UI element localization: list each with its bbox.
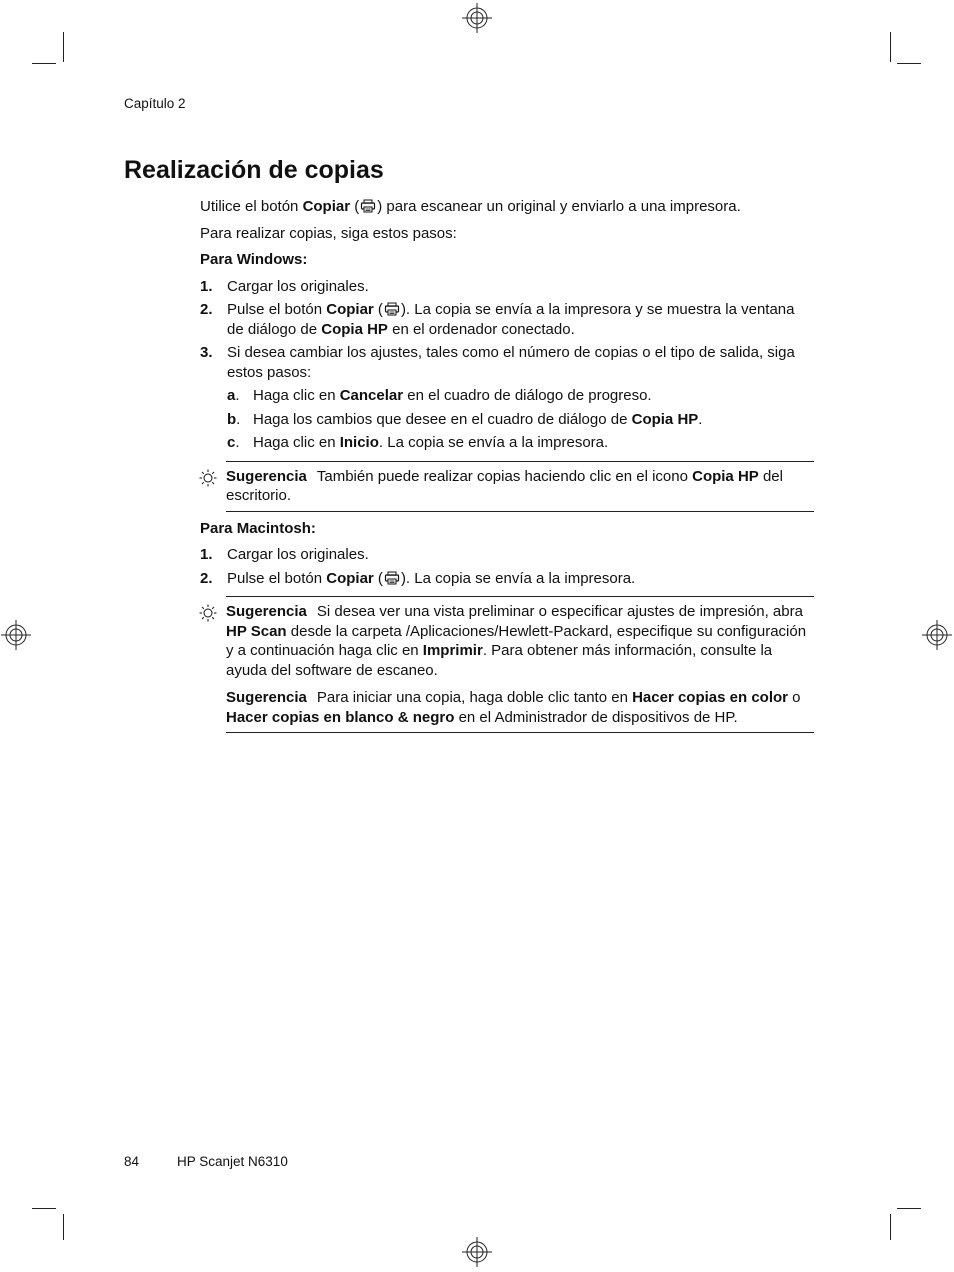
mac-tip-1: Sugerencia Si desea ver una vista preliminar o especificar ajustes de impresión, abra HP Scan desde la carpeta /Aplicaciones/Hewlett-Packard, especifique su configuración y a continuación haga clic en Imprimir. Para obtener más información, consulte la ayuda del software de escaneo. xyxy=(226,603,807,679)
windows-step-3: 3. Si desea cambiar los ajustes, tales como el número de copias o el tipo de salida, siga estos pasos: xyxy=(200,344,795,381)
copy-printer-icon xyxy=(360,199,376,213)
mac-step-2: 2. Pulse el botón Copiar ( ). La copia se envía a la impresora. xyxy=(200,569,636,587)
lightbulb-tip-icon xyxy=(199,604,217,622)
mac-step-1: 1. Cargar los originales. xyxy=(200,546,369,563)
chapter-header: Capítulo 2 xyxy=(124,96,186,111)
product-name: HP Scanjet N6310 xyxy=(177,1154,288,1169)
crop-mark xyxy=(890,1214,891,1240)
crop-mark xyxy=(63,32,64,62)
windows-substep-c: c. Haga clic en Inicio. La copia se envía a la impresora. xyxy=(227,434,609,451)
lightbulb-tip-icon xyxy=(199,469,217,487)
crop-mark xyxy=(63,1214,64,1240)
crop-mark xyxy=(890,32,891,62)
registration-mark-icon xyxy=(462,3,492,33)
crop-mark xyxy=(32,1208,56,1209)
windows-substep-b: b. Haga los cambios que desee en el cuadro de diálogo de Copia HP. xyxy=(227,410,703,428)
crop-mark xyxy=(897,63,921,64)
registration-mark-icon xyxy=(1,620,31,650)
copiar-button-label: Copiar xyxy=(302,198,351,215)
copy-printer-icon xyxy=(384,571,400,585)
windows-step-1: 1. Cargar los originales. xyxy=(200,277,369,295)
intro-paragraph: Utilice el botón Copiar ( ) para escanear un original y enviarlo a una impresora. xyxy=(200,198,741,215)
windows-substep-a: a. Haga clic en Cancelar en el cuadro de diálogo de progreso. xyxy=(227,387,652,404)
page-title: Realización de copias xyxy=(124,156,384,184)
crop-mark xyxy=(897,1208,921,1209)
registration-mark-icon xyxy=(922,620,952,650)
crop-mark xyxy=(32,63,56,64)
windows-tip: Sugerencia También puede realizar copias haciendo clic en el icono Copia HP del escritorio. xyxy=(226,461,814,512)
mac-tips xyxy=(226,596,814,733)
mac-heading: Para Macintosh: xyxy=(200,519,316,537)
mac-tip-2: Sugerencia Para iniciar una copia, haga doble clic tanto en Hacer copias en color o Hacer copias en blanco & negro en el Administrador de dispositivos de HP. xyxy=(226,689,801,726)
windows-step-2: 2. Pulse el botón Copiar ( ). La copia se envía a la impresora y se muestra la ventana de diálogo de Copia HP en el ordenador conectado. xyxy=(200,301,795,338)
page-number: 84 xyxy=(124,1154,140,1169)
intro-paragraph-steps: Para realizar copias, siga estos pasos: xyxy=(200,224,457,242)
windows-heading: Para Windows: xyxy=(200,251,308,268)
registration-mark-icon xyxy=(462,1237,492,1267)
main-content xyxy=(200,197,814,733)
copy-printer-icon xyxy=(384,302,400,316)
